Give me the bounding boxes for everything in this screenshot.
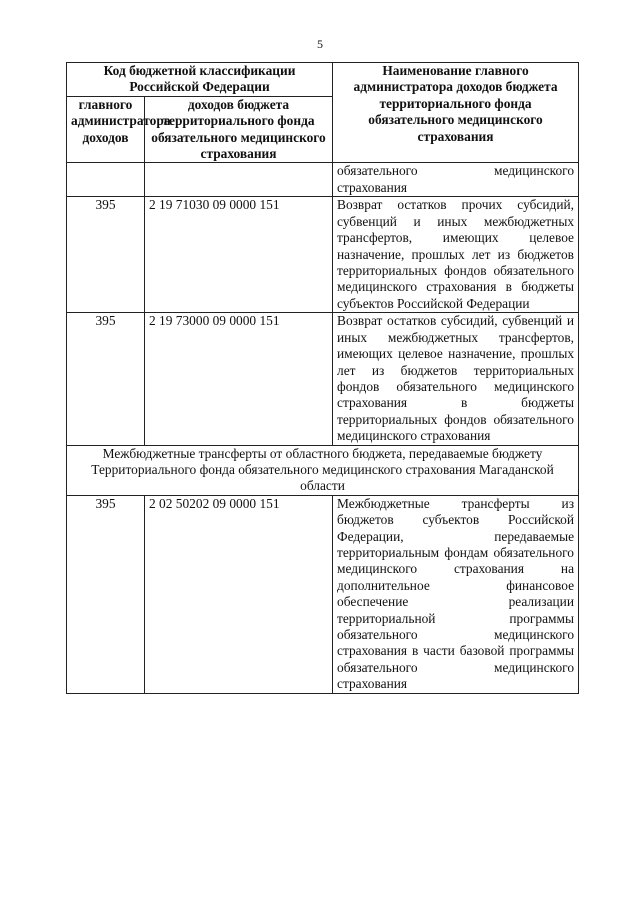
- income-code-cell: 2 02 50202 09 0000 151: [145, 495, 333, 693]
- administrator-code-cell: [67, 163, 145, 197]
- header-budget-classification-code: Код бюджетной классификации Российской Федерации: [67, 63, 333, 97]
- budget-classification-table: [66, 62, 579, 694]
- page-number: 5: [317, 37, 323, 51]
- administrator-code-cell: 395: [67, 313, 145, 445]
- income-name-cell: Межбюджетные трансферты из бюджетов субъектов Российской Федерации, передаваемые территориальным фондам обязательного медицинского страхования на дополнительное финансовое обеспечение реализации территориальной программы обязательного медицинского страхования в части базовой программы обязательного медицинского страхования: [333, 495, 579, 693]
- income-code-cell: 2 19 71030 09 0000 151: [145, 197, 333, 313]
- header-main-administrator: главного администратора доходов: [67, 96, 145, 163]
- income-code-cell: 2 19 73000 09 0000 151: [145, 313, 333, 445]
- section-title: Межбюджетные трансферты от областного бюджета, передаваемые бюджету Территориального фонда обязательного медицинского страхования Магаданской области: [67, 445, 579, 495]
- table-row: [67, 197, 579, 313]
- table-row: [67, 495, 579, 693]
- table-row: [67, 163, 579, 197]
- income-name-cell: Возврат остатков субсидий, субвенций и иных межбюджетных трансфертов, имеющих целевое назначение, прошлых лет из бюджетов территориальных фондов обязательного медицинского страхования в бюджеты территориальных фондов обязательного медицинского страхования: [333, 313, 579, 445]
- table-header-row: [67, 63, 579, 97]
- section-header-row: [67, 445, 579, 495]
- header-administrator-name: Наименование главного администратора доходов бюджета территориального фонда обязательного медицинского страхования: [333, 63, 579, 163]
- administrator-code-cell: 395: [67, 197, 145, 313]
- income-name-cell: обязательного медицинского страхования: [333, 163, 579, 197]
- table-row: [67, 313, 579, 445]
- income-code-cell: [145, 163, 333, 197]
- administrator-code-cell: 395: [67, 495, 145, 693]
- income-name-cell: Возврат остатков прочих субсидий, субвенций и иных межбюджетных трансфертов, имеющих целевое назначение, прошлых лет из бюджетов территориальных фондов обязательного медицинского страхования в бюджеты субъектов Российской Федерации: [333, 197, 579, 313]
- header-fund-income: доходов бюджета территориального фонда обязательного медицинского страхования: [145, 96, 333, 163]
